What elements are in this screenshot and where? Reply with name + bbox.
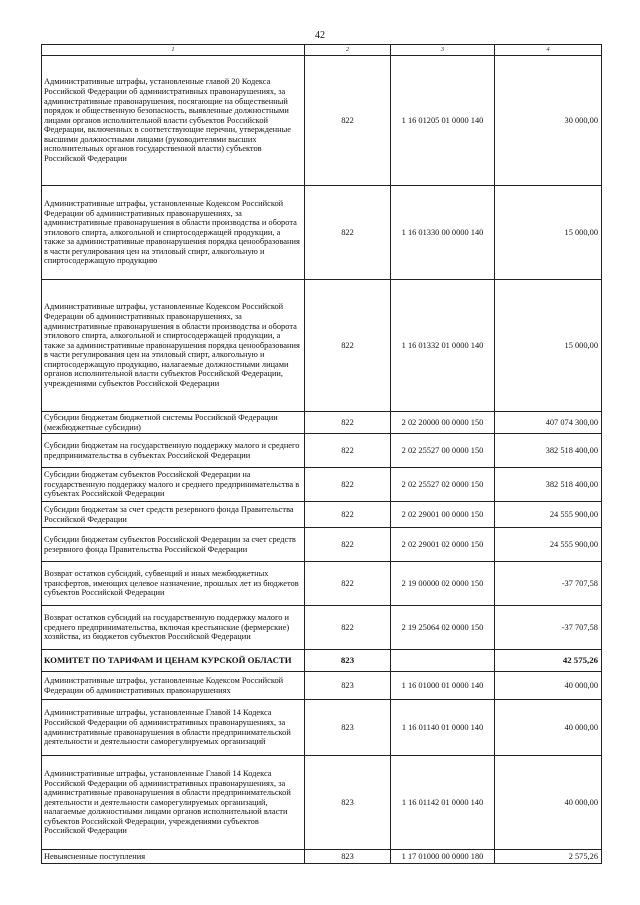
row-name: Невыясненные поступления bbox=[42, 850, 305, 864]
row-admin-code: 822 bbox=[305, 56, 391, 186]
row-admin-code: 823 bbox=[305, 672, 391, 700]
row-name: КОМИТЕТ ПО ТАРИФАМ И ЦЕНАМ КУРСКОЙ ОБЛАСТИ bbox=[42, 650, 305, 672]
row-name: Административные штрафы, установленные главой 20 Кодекса Российской Федерации об административных правонарушениях, за административные правонарушения, посягающие на общественный порядок и общественную безопасность, выявленные должностными лицами органов исполнительной власти субъектов Российской Федерации, включенных в соответствующие перечни, утвержденные высшими должностными лицами (руководителями высших исполнительных органов государственной власти) субъектов Российской Федерации bbox=[42, 56, 305, 186]
row-classification-code: 1 16 01142 01 0000 140 bbox=[391, 756, 495, 850]
row-name: Административные штрафы, установленные Главой 14 Кодекса Российской Федерации об административных правонарушениях, за административные правонарушения в области предпринимательской деятельности и деятельности саморегулируемых организаций, налагаемые должностными лицами органов исполнительной власти субъектов Российской Федерации, учреждениями субъектов Российской Федерации bbox=[42, 756, 305, 850]
row-admin-code: 823 bbox=[305, 650, 391, 672]
row-classification-code: 2 02 25527 02 0000 150 bbox=[391, 468, 495, 502]
row-admin-code: 822 bbox=[305, 606, 391, 650]
row-amount: 382 518 400,00 bbox=[495, 468, 602, 502]
row-name: Субсидии бюджетам на государственную поддержку малого и среднего предпринимательства в субъектах Российской Федерации bbox=[42, 434, 305, 468]
row-amount: 42 575,26 bbox=[495, 650, 602, 672]
row-classification-code: 1 16 01000 01 0000 140 bbox=[391, 672, 495, 700]
row-classification-code: 1 16 01140 01 0000 140 bbox=[391, 700, 495, 756]
row-name: Административные штрафы, установленные Кодексом Российской Федерации об административных правонарушениях, за административные правонарушения в области производства и оборота этилового спирта, алкогольной и спиртосодержащей продукции, а также за административные правонарушения порядка ценообразования в части регулирования цен на этиловый спирт, алкогольную и спиртосодержащую продукцию, налагаемые должностными лицами органов исполнительной власти субъектов Российской Федерации, учреждениями субъектов Российской Федерации bbox=[42, 280, 305, 412]
table-row bbox=[42, 700, 602, 756]
row-classification-code: 1 16 01205 01 0000 140 bbox=[391, 56, 495, 186]
row-admin-code: 823 bbox=[305, 756, 391, 850]
table-row bbox=[42, 756, 602, 850]
row-classification-code: 1 17 01000 00 0000 180 bbox=[391, 850, 495, 864]
row-classification-code: 2 19 25064 02 0000 150 bbox=[391, 606, 495, 650]
row-amount: -37 707,58 bbox=[495, 606, 602, 650]
row-admin-code: 822 bbox=[305, 280, 391, 412]
row-amount: 24 555 900,00 bbox=[495, 502, 602, 528]
row-amount: -37 707,58 bbox=[495, 562, 602, 606]
row-admin-code: 822 bbox=[305, 412, 391, 434]
row-amount: 15 000,00 bbox=[495, 280, 602, 412]
row-name: Возврат остатков субсидий на государственную поддержку малого и среднего предпринимательства, включая крестьянские (фермерские) хозяйства, из бюджетов субъектов Российской Федерации bbox=[42, 606, 305, 650]
table-row bbox=[42, 650, 602, 672]
table-row bbox=[42, 502, 602, 528]
row-amount: 2 575,26 bbox=[495, 850, 602, 864]
row-amount: 30 000,00 bbox=[495, 56, 602, 186]
row-name: Субсидии бюджетам за счет средств резервного фонда Правительства Российской Федерации bbox=[42, 502, 305, 528]
table-row bbox=[42, 672, 602, 700]
row-amount: 15 000,00 bbox=[495, 186, 602, 280]
row-classification-code: 2 02 25527 00 0000 150 bbox=[391, 434, 495, 468]
table-row bbox=[42, 186, 602, 280]
row-admin-code: 822 bbox=[305, 562, 391, 606]
row-amount: 40 000,00 bbox=[495, 756, 602, 850]
row-name: Субсидии бюджетам бюджетной системы Российской Федерации (межбюджетные субсидии) bbox=[42, 412, 305, 434]
column-number: 1 bbox=[42, 45, 305, 56]
row-classification-code: 2 02 29001 00 0000 150 bbox=[391, 502, 495, 528]
row-classification-code: 1 16 01330 00 0000 140 bbox=[391, 186, 495, 280]
column-number: 2 bbox=[305, 45, 391, 56]
row-amount: 24 555 900,00 bbox=[495, 528, 602, 562]
row-name: Возврат остатков субсидий, субвенций и иных межбюджетных трансфертов, имеющих целевое назначение, прошлых лет из бюджетов субъектов Российской Федерации bbox=[42, 562, 305, 606]
row-name: Субсидии бюджетам субъектов Российской Федерации на государственную поддержку малого и среднего предпринимательства в субъектах Российской Федерации bbox=[42, 468, 305, 502]
table-row bbox=[42, 606, 602, 650]
table-row bbox=[42, 850, 602, 864]
row-admin-code: 822 bbox=[305, 502, 391, 528]
column-number: 3 bbox=[391, 45, 495, 56]
row-name: Административные штрафы, установленные Кодексом Российской Федерации об административных правонарушениях, за административные правонарушения в области производства и оборота этилового спирта, алкогольной и спиртосодержащей продукции, а также за административные правонарушения порядка ценообразования в части регулирования цен на этиловый спирт, алкогольную и спиртосодержащую продукцию bbox=[42, 186, 305, 280]
row-amount: 40 000,00 bbox=[495, 672, 602, 700]
table-row bbox=[42, 468, 602, 502]
row-admin-code: 823 bbox=[305, 700, 391, 756]
row-amount: 40 000,00 bbox=[495, 700, 602, 756]
row-admin-code: 822 bbox=[305, 434, 391, 468]
table-row bbox=[42, 280, 602, 412]
budget-revenue-table bbox=[41, 44, 602, 864]
table-row bbox=[42, 56, 602, 186]
column-number-row bbox=[42, 45, 602, 56]
row-classification-code bbox=[391, 650, 495, 672]
row-name: Административные штрафы, установленные Кодексом Российской Федерации об административных правонарушениях bbox=[42, 672, 305, 700]
page-number: 42 bbox=[315, 30, 325, 41]
row-admin-code: 823 bbox=[305, 850, 391, 864]
row-amount: 407 074 300,00 bbox=[495, 412, 602, 434]
row-admin-code: 822 bbox=[305, 468, 391, 502]
table-row bbox=[42, 412, 602, 434]
row-classification-code: 2 02 29001 02 0000 150 bbox=[391, 528, 495, 562]
table-row bbox=[42, 528, 602, 562]
column-number: 4 bbox=[495, 45, 602, 56]
row-classification-code: 2 19 00000 02 0000 150 bbox=[391, 562, 495, 606]
row-amount: 382 518 400,00 bbox=[495, 434, 602, 468]
row-name: Субсидии бюджетам субъектов Российской Федерации за счет средств резервного фонда Правительства Российской Федерации bbox=[42, 528, 305, 562]
row-classification-code: 2 02 20000 00 0000 150 bbox=[391, 412, 495, 434]
row-name: Административные штрафы, установленные Главой 14 Кодекса Российской Федерации об административных правонарушениях, за административные правонарушения в области предпринимательской деятельности и деятельности саморегулируемых организаций bbox=[42, 700, 305, 756]
row-classification-code: 1 16 01332 01 0000 140 bbox=[391, 280, 495, 412]
table-row bbox=[42, 434, 602, 468]
row-admin-code: 822 bbox=[305, 528, 391, 562]
table-row bbox=[42, 562, 602, 606]
row-admin-code: 822 bbox=[305, 186, 391, 280]
